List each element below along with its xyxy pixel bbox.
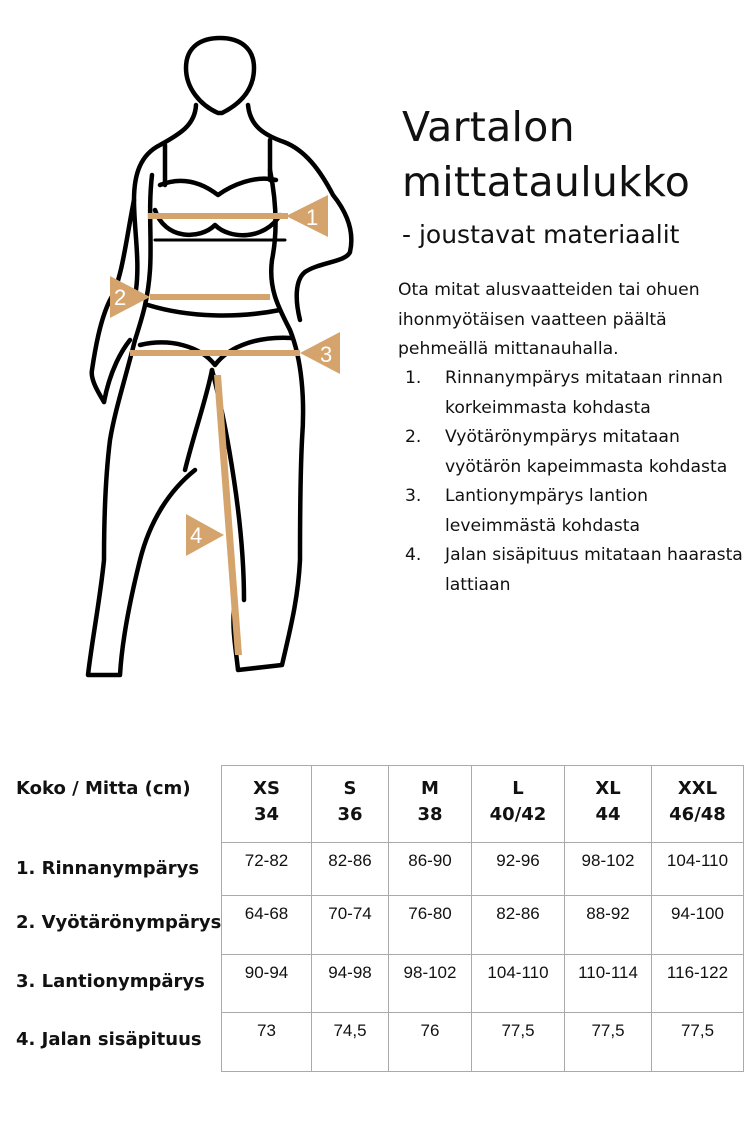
step-number: 3. bbox=[405, 486, 422, 506]
row-label-hip: 3. Lantionympärys bbox=[16, 971, 205, 992]
table-cell: 104-110 bbox=[472, 955, 565, 1013]
step-number: 2. bbox=[405, 427, 422, 447]
row-label-waist: 2. Vyötärönympärys bbox=[16, 912, 222, 933]
marker-3: 3 bbox=[320, 342, 333, 367]
step-item bbox=[398, 541, 753, 600]
size-table bbox=[221, 765, 744, 1072]
table-cell: 76-80 bbox=[389, 896, 472, 955]
step-text: Rinnanympärys mitataan rinnan korkeimmasta kohdasta bbox=[445, 368, 723, 418]
table-cell: 77,5 bbox=[652, 1013, 744, 1072]
table-cell: 110-114 bbox=[565, 955, 652, 1013]
step-item bbox=[398, 364, 753, 423]
table-cell: 94-98 bbox=[312, 955, 389, 1013]
table-cell: 104-110 bbox=[652, 843, 744, 896]
step-item bbox=[398, 423, 753, 482]
table-cell: 70-74 bbox=[312, 896, 389, 955]
table-cell: 82-86 bbox=[472, 896, 565, 955]
row-label-inseam: 4. Jalan sisäpituus bbox=[16, 1029, 202, 1050]
table-cell: 82-86 bbox=[312, 843, 389, 896]
table-row bbox=[222, 955, 744, 1013]
table-cell: 72-82 bbox=[222, 843, 312, 896]
intro-text: Ota mitat alusvaatteiden tai ohuen ihonmyötäisen vaatteen päältä pehmeällä mittanauhalla. bbox=[398, 280, 700, 359]
table-cell: 86-90 bbox=[389, 843, 472, 896]
table-header-row bbox=[222, 766, 744, 843]
title-line-1: Vartalon bbox=[402, 103, 575, 151]
table-cell: 88-92 bbox=[565, 896, 652, 955]
column-header-xs: XS 34 bbox=[222, 766, 312, 843]
table-cell: 76 bbox=[389, 1013, 472, 1072]
table-row bbox=[222, 896, 744, 955]
column-header-s: S 36 bbox=[312, 766, 389, 843]
table-corner-label: Koko / Mitta (cm) bbox=[16, 778, 191, 799]
table-cell: 90-94 bbox=[222, 955, 312, 1013]
step-item bbox=[398, 482, 753, 541]
column-header-xl: XL 44 bbox=[565, 766, 652, 843]
marker-2: 2 bbox=[114, 285, 127, 310]
step-text: Vyötärönympärys mitataan vyötärön kapeimmasta kohdasta bbox=[445, 427, 728, 477]
table-cell: 73 bbox=[222, 1013, 312, 1072]
table-cell: 94-100 bbox=[652, 896, 744, 955]
page-subtitle: - joustavat materiaalit bbox=[402, 220, 680, 249]
table-cell: 77,5 bbox=[472, 1013, 565, 1072]
page-title bbox=[402, 100, 690, 210]
table-cell: 64-68 bbox=[222, 896, 312, 955]
step-text: Lantionympärys lantion leveimmästä kohdasta bbox=[445, 486, 649, 536]
step-text: Jalan sisäpituus mitataan haarasta lattiaan bbox=[445, 545, 743, 595]
table-row bbox=[222, 1013, 744, 1072]
table-cell: 98-102 bbox=[565, 843, 652, 896]
step-number: 1. bbox=[405, 368, 422, 388]
measurement-steps bbox=[398, 364, 753, 600]
table-cell: 98-102 bbox=[389, 955, 472, 1013]
row-label-bust: 1. Rinnanympärys bbox=[16, 858, 200, 879]
table-cell: 77,5 bbox=[565, 1013, 652, 1072]
table-cell: 116-122 bbox=[652, 955, 744, 1013]
body-measurement-illustration bbox=[0, 0, 390, 700]
title-line-2: mittataulukko bbox=[402, 158, 691, 206]
table-cell: 74,5 bbox=[312, 1013, 389, 1072]
column-header-l: L 40/42 bbox=[472, 766, 565, 843]
column-header-m: M 38 bbox=[389, 766, 472, 843]
marker-4: 4 bbox=[190, 523, 203, 548]
table-cell: 92-96 bbox=[472, 843, 565, 896]
table-row bbox=[222, 843, 744, 896]
marker-1: 1 bbox=[306, 205, 319, 230]
step-number: 4. bbox=[405, 545, 422, 565]
column-header-xxl: XXL 46/48 bbox=[652, 766, 744, 843]
